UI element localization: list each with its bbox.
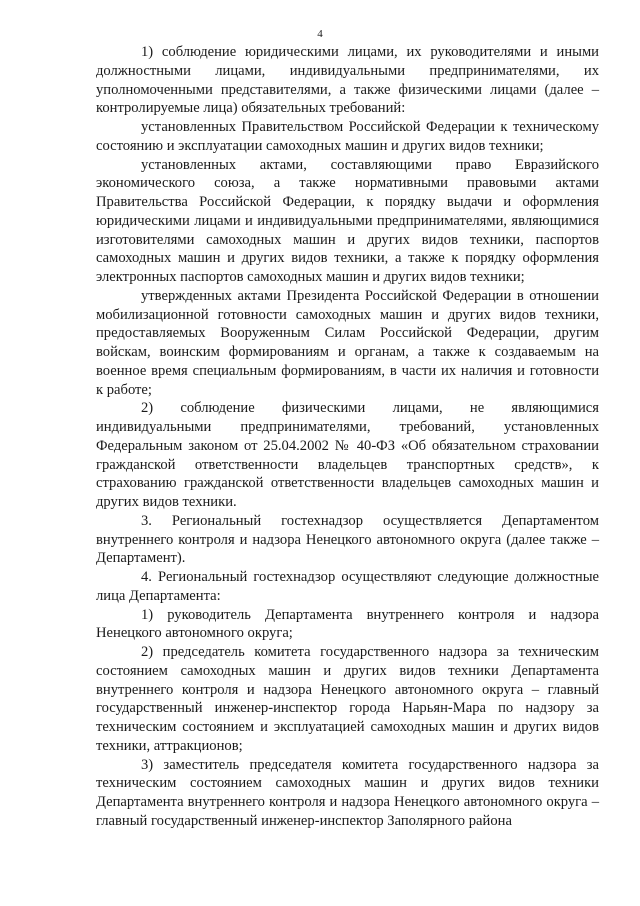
- paragraph-technical-condition: установленных Правительством Российской Федерации к техническому состоянию и эксплуатации самоходных машин и других видов техники;: [96, 119, 599, 154]
- paragraph-item-1-compliance: 1) соблюдение юридическими лицами, их руководителями и иными должностными лицами, индивидуальными предпринимателями, их уполномоченными представителями, а также физическими лицами (далее – контролируемые лица) обязательных требований:: [96, 44, 599, 117]
- paragraph-section-4: 4. Региональный гостехнадзор осуществляют следующие должностные лица Департамента:: [96, 569, 599, 604]
- paragraph-section-3: 3. Региональный гостехнадзор осуществляется Департаментом внутреннего контроля и надзора Ненецкого автономного округа (далее также – Департамент).: [96, 512, 599, 567]
- page-number: 4: [317, 28, 323, 40]
- paragraph-official-3: 3) заместитель председателя комитета государственного надзора за техническим состоянием самоходных машин и других видов техники Департамента внутреннего контроля и надзора Ненецкого автономного округа – главный государственный инженер-инспектор Заполярного района: [96, 756, 599, 829]
- paragraph-official-1: 1) руководитель Департамента внутреннего контроля и надзора Ненецкого автономного округа;: [96, 606, 599, 642]
- document-body: [96, 43, 599, 831]
- paragraph-official-2: 2) председатель комитета государственного надзора за техническим состоянием самоходных машин и других видов техники Департамента внутреннего контроля и надзора Ненецкого автономного округа – главный государственный инженер-инспектор города Нарьян-Мара по надзору за техническим состоянием и эксплуатацией самоходных машин и других видов техники, аттракционов;: [96, 644, 599, 754]
- paragraph-eaeu-acts: установленных актами, составляющими право Евразийского экономического союза, а также нормативными правовыми актами Правительства Российской Федерации, к порядку выдачи и оформления юридическими лицами и индивидуальными предпринимателями, являющимися изготовителями самоходных машин и других видов техники, паспортов самоходных машин и других видов техники, а также к порядку оформления электронных паспортов самоходных машин и других видов техники;: [96, 156, 599, 285]
- paragraph-presidential-acts: утвержденных актами Президента Российской Федерации в отношении мобилизационной готовности самоходных машин и других видов техники, предоставляемых Вооруженным Силам Российской Федерации, другим войскам, воинским формированиям и органам, а также к создаваемым на военное время специальным формированиям, в части их наличия и готовности к работе;: [96, 287, 599, 398]
- paragraph-item-2-insurance: 2) соблюдение физическими лицами, не являющимися индивидуальными предпринимателями, требований, установленных Федеральным законом от 25.04.2002 № 40-ФЗ «Об обязательном страховании гражданской ответственности владельцев транспортных средств», к страхованию гражданской ответственности владельцев самоходных машин и других видов техники.: [96, 400, 599, 510]
